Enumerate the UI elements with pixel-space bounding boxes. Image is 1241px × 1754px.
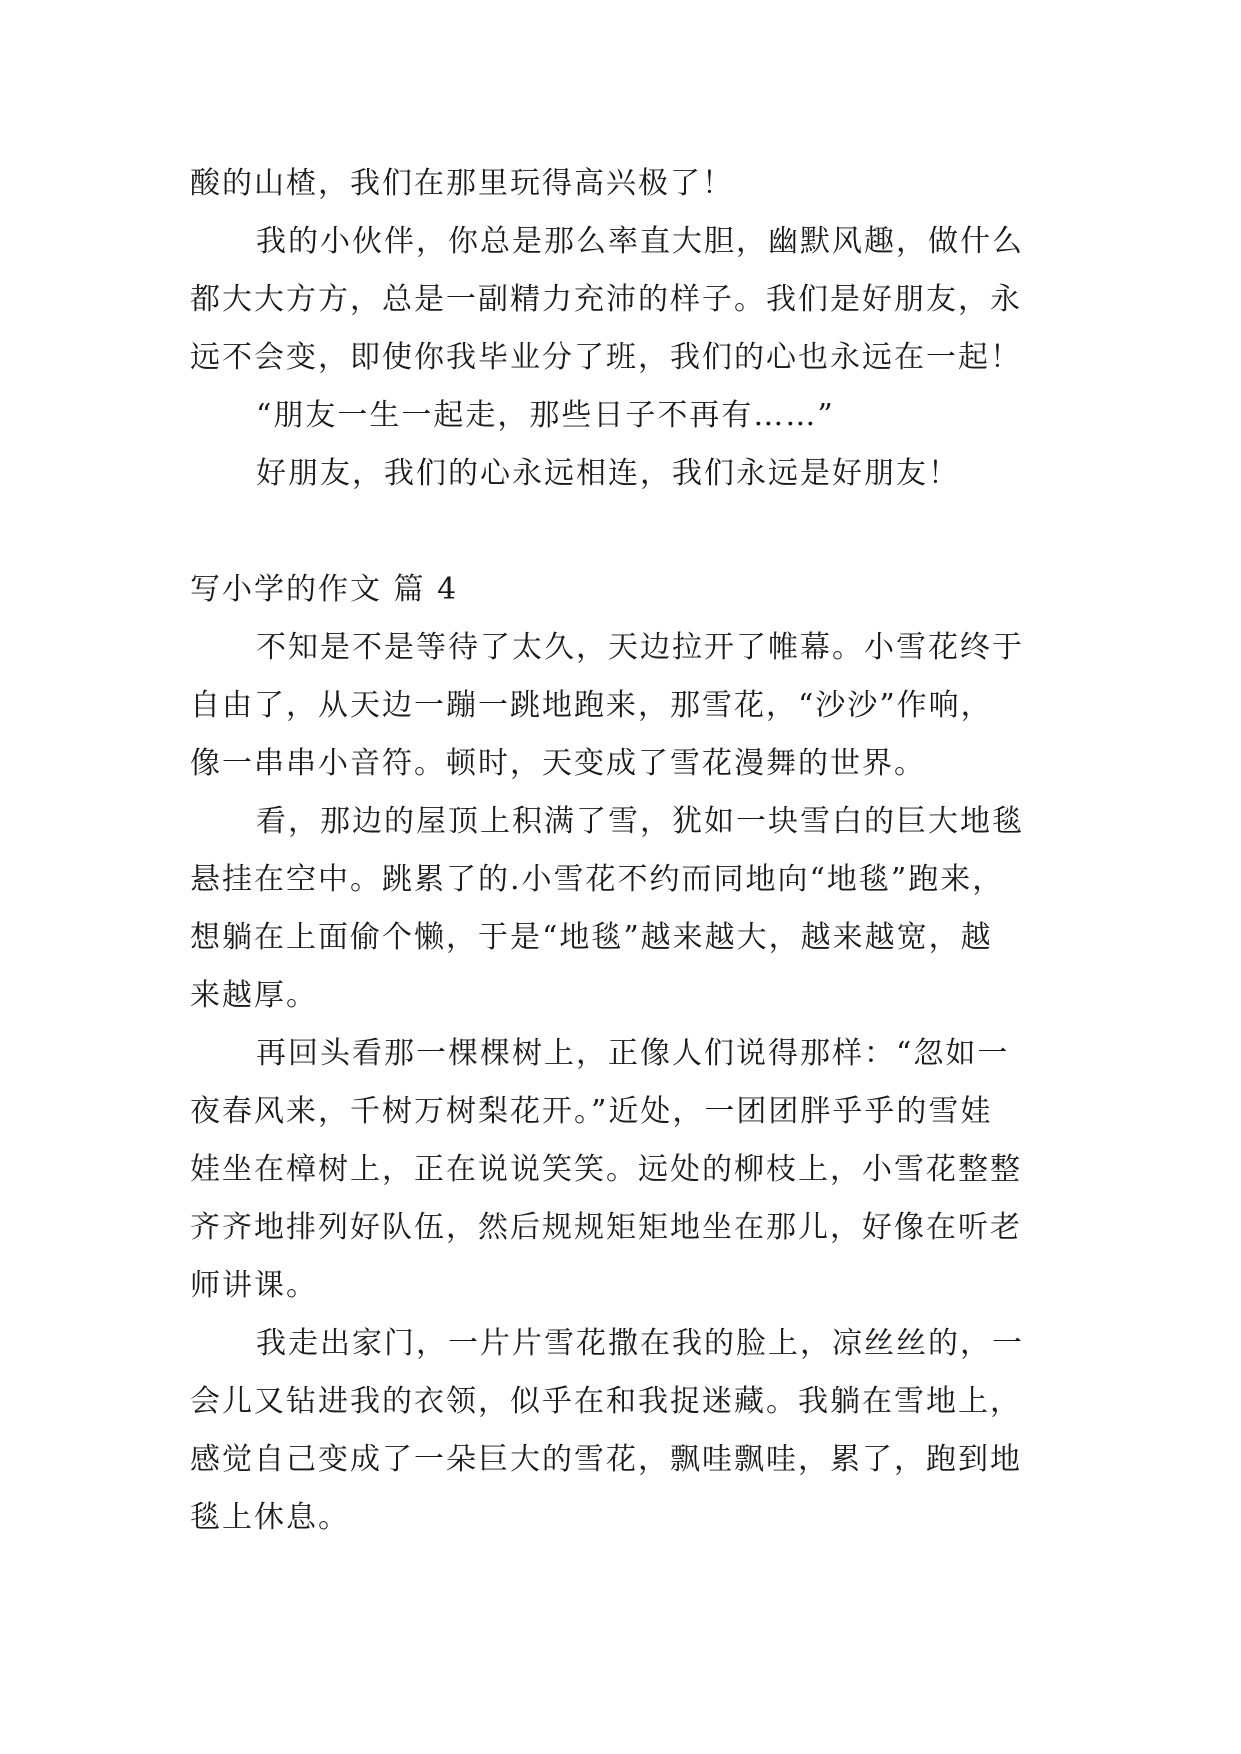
text-line: 看，那边的屋顶上积满了雪，犹如一块雪白的巨大地毯 xyxy=(256,804,1024,839)
text-line: 来越厚。 xyxy=(190,978,318,1013)
text-line: 夜春风来，千树万树梨花开。”近处，一团团胖乎乎的雪娃 xyxy=(190,1094,993,1129)
text-line: 会儿又钻进我的衣领，似乎在和我捉迷藏。我躺在雪地上， xyxy=(190,1384,1022,1419)
section-heading: 写小学的作文 篇 4 xyxy=(190,572,459,607)
text-line: “朋友一生一起走，那些日子不再有……” xyxy=(256,398,835,433)
text-line: 感觉自己变成了一朵巨大的雪花，飘哇飘哇，累了，跑到地 xyxy=(190,1442,1022,1477)
section-4-body xyxy=(190,619,1070,1547)
text-line: 悬挂在空中。跳累了的.小雪花不约而同地向“地毯”跑来， xyxy=(190,862,1005,897)
text-line: 不知是不是等待了太久，天边拉开了帷幕。小雪花终于 xyxy=(256,630,1024,665)
text-line: 像一串串小音符。顿时，天变成了雪花漫舞的世界。 xyxy=(190,746,926,781)
text-line: 再回头看那一棵棵树上，正像人们说得那样：“忽如一 xyxy=(256,1036,1010,1071)
section-3-tail xyxy=(190,155,1070,503)
text-line: 自由了，从天边一蹦一跳地跑来，那雪花，“沙沙”作响， xyxy=(190,688,993,723)
text-line: 酸的山楂，我们在那里玩得高兴极了！ xyxy=(190,166,734,201)
text-line: 远不会变，即使你我毕业分了班，我们的心也永远在一起！ xyxy=(190,340,1022,375)
text-line: 齐齐地排列好队伍，然后规规矩矩地坐在那儿，好像在听老 xyxy=(190,1210,1022,1245)
text-line: 都大大方方，总是一副精力充沛的样子。我们是好朋友，永 xyxy=(190,282,1022,317)
text-line: 毯上休息。 xyxy=(190,1500,350,1535)
text-line: 想躺在上面偷个懒，于是“地毯”越来越大，越来越宽，越 xyxy=(190,920,993,955)
text-line: 好朋友，我们的心永远相连，我们永远是好朋友！ xyxy=(256,456,960,491)
essay-text xyxy=(190,155,1070,1547)
text-line: 娃坐在樟树上，正在说说笑笑。远处的柳枝上，小雪花整整 xyxy=(190,1152,1022,1187)
text-line: 我的小伙伴，你总是那么率直大胆，幽默风趣，做什么 xyxy=(256,224,1024,259)
text-line: 师讲课。 xyxy=(190,1268,318,1303)
text-line: 我走出家门，一片片雪花撒在我的脸上，凉丝丝的，一 xyxy=(256,1326,1024,1361)
